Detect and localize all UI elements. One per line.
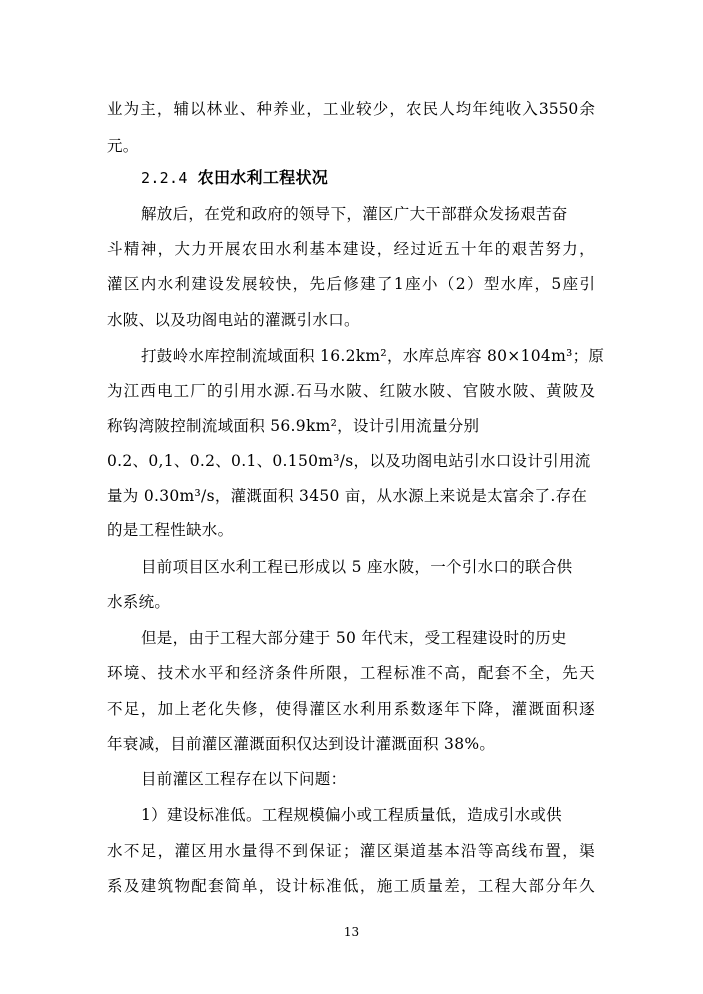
text-token: 为 bbox=[123, 100, 140, 118]
text-token: 环 bbox=[107, 664, 123, 682]
text-token: 质 bbox=[410, 877, 426, 895]
text-token: 筑 bbox=[157, 877, 174, 895]
text-token: 水 bbox=[500, 275, 517, 293]
text-token: 2 bbox=[455, 275, 466, 293]
paragraph-line: 但是，由于工程大部分建于 50 年代末，受工程建设时的历史 bbox=[141, 629, 567, 647]
text-token: . bbox=[290, 382, 296, 400]
text-token: 本 bbox=[444, 842, 460, 860]
text-token: 程 bbox=[376, 664, 393, 682]
text-token: 条 bbox=[275, 664, 292, 682]
text-token: 较 bbox=[258, 275, 275, 293]
text-token: 收 bbox=[505, 100, 522, 118]
text-token: 工 bbox=[173, 382, 190, 400]
text-token: 业 bbox=[223, 100, 239, 118]
text-token: 引 bbox=[579, 275, 595, 293]
text-token: 足 bbox=[140, 842, 157, 860]
text-token: 年 bbox=[477, 240, 494, 258]
text-token: 工 bbox=[477, 877, 494, 895]
text-token: 溉 bbox=[528, 700, 544, 718]
text-token: 业 bbox=[289, 100, 306, 118]
text-token: 低 bbox=[343, 877, 359, 895]
text-token: 神 bbox=[140, 240, 157, 258]
text-token: 灌 bbox=[174, 842, 190, 860]
text-token: 工 bbox=[322, 100, 339, 118]
text-token: 农 bbox=[405, 100, 422, 118]
paragraph-line bbox=[107, 274, 595, 294]
text-token: 修 bbox=[241, 700, 258, 718]
text-token: 辅 bbox=[173, 100, 189, 118]
text-token: ， bbox=[140, 700, 157, 718]
text-token: 灌 bbox=[511, 700, 528, 718]
text-token: 沿 bbox=[461, 842, 477, 860]
text-token: 人 bbox=[439, 100, 455, 118]
text-token: 水 bbox=[225, 842, 241, 860]
text-token: 艰 bbox=[511, 240, 528, 258]
text-token: 套 bbox=[208, 877, 224, 895]
text-token: 配 bbox=[191, 877, 207, 895]
text-token: 逐 bbox=[427, 700, 443, 718]
text-token: 准 bbox=[326, 877, 342, 895]
text-token: 技 bbox=[157, 664, 174, 682]
text-token: 线 bbox=[511, 842, 528, 860]
text-token: 不 bbox=[511, 664, 528, 682]
paragraph-line bbox=[107, 239, 595, 259]
text-token: 为 bbox=[107, 382, 123, 400]
paragraph-line bbox=[107, 663, 595, 683]
text-token: 小 bbox=[421, 275, 438, 293]
text-token: 水 bbox=[107, 842, 123, 860]
text-token: 得 bbox=[258, 842, 275, 860]
text-token: 工 bbox=[393, 877, 410, 895]
text-token: 年 bbox=[444, 700, 460, 718]
text-token: 水 bbox=[275, 240, 292, 258]
text-token: 分 bbox=[545, 877, 561, 895]
text-token: 使 bbox=[275, 700, 292, 718]
text-token: ， bbox=[461, 664, 477, 682]
text-token: 区 bbox=[191, 842, 207, 860]
paragraph-line: 目前项目区水利工程已形成以 5 座水陂，一个引水口的联合供 bbox=[141, 558, 573, 576]
text-token: 灌 bbox=[359, 842, 376, 860]
text-token: 入 bbox=[522, 100, 538, 118]
text-token: 纯 bbox=[489, 100, 505, 118]
text-token: ， bbox=[157, 842, 174, 860]
text-token: 的 bbox=[494, 240, 511, 258]
text-token: 以 bbox=[190, 100, 206, 118]
text-token: 限 bbox=[326, 664, 342, 682]
text-token: 石 bbox=[296, 382, 312, 400]
text-token: 区 bbox=[123, 275, 140, 293]
text-token: 民 bbox=[422, 100, 439, 118]
text-token: 力 bbox=[562, 240, 578, 258]
text-token: 大 bbox=[174, 240, 190, 258]
text-token: 经 bbox=[241, 664, 258, 682]
text-token: 下 bbox=[461, 700, 477, 718]
text-token: 部 bbox=[528, 877, 544, 895]
text-token: 逐 bbox=[579, 700, 595, 718]
text-token: 3550 bbox=[538, 100, 579, 118]
text-token: 用 bbox=[376, 700, 393, 718]
text-token: 不 bbox=[275, 842, 292, 860]
text-token: 江 bbox=[123, 382, 140, 400]
paragraph-line: 打鼓岭水库控制流域面积 16.2km²，水库总库容 80×104m³；原 bbox=[141, 347, 605, 365]
text-token: 过 bbox=[410, 240, 426, 258]
text-token: 、 bbox=[140, 664, 157, 682]
text-token: 不 bbox=[107, 700, 123, 718]
text-token: 西 bbox=[140, 382, 156, 400]
text-token: 水 bbox=[256, 382, 273, 400]
section-title: 农田水利工程状况 bbox=[197, 168, 329, 187]
text-token: 区 bbox=[326, 700, 342, 718]
text-token: ， bbox=[343, 664, 359, 682]
section-heading bbox=[141, 168, 328, 188]
text-token: ， bbox=[258, 877, 275, 895]
text-token: 水 bbox=[496, 382, 512, 400]
text-token: （ bbox=[438, 275, 455, 293]
text-token: 1 bbox=[393, 275, 404, 293]
text-token: 用 bbox=[240, 382, 256, 400]
text-token: 计 bbox=[292, 877, 308, 895]
text-token: 官 bbox=[462, 382, 479, 400]
text-token: ， bbox=[359, 877, 376, 895]
text-token: 经 bbox=[393, 240, 410, 258]
text-token: 年 bbox=[472, 100, 488, 118]
text-token: 养 bbox=[273, 100, 289, 118]
text-token: 业 bbox=[339, 100, 356, 118]
paragraph-line: 解放后，在党和政府的领导下，灌区广大干部群众发扬艰苦奋 bbox=[141, 205, 568, 223]
text-token: 、 bbox=[529, 382, 545, 400]
text-token: 少 bbox=[372, 100, 389, 118]
text-token: 利 bbox=[292, 240, 308, 258]
text-token: 发 bbox=[225, 275, 241, 293]
text-token: 久 bbox=[579, 877, 595, 895]
text-token: 标 bbox=[393, 664, 410, 682]
paragraph-line: 水陂、以及功阁电站的灌溉引水口。 bbox=[107, 311, 360, 329]
text-token: 境 bbox=[123, 664, 140, 682]
text-token: 快 bbox=[275, 275, 292, 293]
text-token: ， bbox=[494, 700, 511, 718]
text-token: 上 bbox=[174, 700, 190, 718]
text-token: ， bbox=[389, 100, 405, 118]
text-token: 十 bbox=[461, 240, 477, 258]
text-token: 水 bbox=[191, 664, 207, 682]
text-token: 余 bbox=[579, 100, 595, 118]
text-token: 引 bbox=[223, 382, 240, 400]
text-token: 件 bbox=[292, 664, 308, 682]
text-token: 陂 bbox=[512, 382, 529, 400]
text-token: 基 bbox=[427, 842, 443, 860]
text-token: ， bbox=[545, 664, 561, 682]
text-token: 陂 bbox=[396, 382, 412, 400]
text-token: 较 bbox=[356, 100, 372, 118]
paragraph-line: 0.2、0,1、0.2、0.1、0.150m³/s，以及功阁电站引水口设计引用流 bbox=[107, 452, 591, 470]
text-token: 失 bbox=[225, 700, 241, 718]
text-token: 黄 bbox=[546, 382, 562, 400]
text-token: 、 bbox=[446, 382, 462, 400]
text-token: 农 bbox=[241, 240, 258, 258]
text-token: 用 bbox=[208, 842, 224, 860]
text-token: 及 bbox=[123, 877, 140, 895]
text-token: 水 bbox=[412, 382, 429, 400]
text-token: 配 bbox=[477, 664, 494, 682]
paragraph-line: 目前灌区工程存在以下问题： bbox=[141, 770, 347, 788]
text-token: 苦 bbox=[528, 240, 544, 258]
text-token: 利 bbox=[359, 700, 376, 718]
text-token: 设 bbox=[275, 877, 292, 895]
text-token: 降 bbox=[477, 700, 494, 718]
text-token: 建 bbox=[360, 275, 376, 293]
text-token: 平 bbox=[208, 664, 224, 682]
text-token: 水 bbox=[157, 275, 174, 293]
text-token: 水 bbox=[329, 382, 346, 400]
paragraph-line: 1）建设标准低。工程规模偏小或工程质量低，造成引水或供 bbox=[141, 806, 562, 824]
text-token: ， bbox=[306, 100, 322, 118]
text-token: 红 bbox=[379, 382, 396, 400]
text-token: 陂 bbox=[562, 382, 579, 400]
text-token: 展 bbox=[242, 275, 258, 293]
text-token: 内 bbox=[140, 275, 157, 293]
text-token: 量 bbox=[241, 842, 258, 860]
text-token: 加 bbox=[157, 700, 174, 718]
text-token: ， bbox=[157, 240, 174, 258]
text-token: 库 bbox=[517, 275, 534, 293]
text-token: 先 bbox=[562, 664, 578, 682]
text-token: 道 bbox=[410, 842, 426, 860]
text-token: 得 bbox=[292, 700, 308, 718]
text-token: 均 bbox=[455, 100, 472, 118]
text-token: 设 bbox=[208, 275, 224, 293]
text-token: 后 bbox=[326, 275, 342, 293]
paragraph-line: 水系统。 bbox=[107, 593, 171, 611]
text-token: 先 bbox=[309, 275, 326, 293]
text-token: 施 bbox=[376, 877, 393, 895]
text-token: 力 bbox=[191, 240, 207, 258]
text-token: 厂 bbox=[190, 382, 206, 400]
text-token: 五 bbox=[444, 240, 460, 258]
text-token: 陂 bbox=[346, 382, 362, 400]
text-token: 准 bbox=[410, 664, 426, 682]
text-token: 证 bbox=[326, 842, 342, 860]
text-token: 种 bbox=[256, 100, 272, 118]
text-token: ， bbox=[258, 700, 275, 718]
text-token: ， bbox=[292, 275, 309, 293]
text-token: 、 bbox=[362, 382, 379, 400]
text-token: 等 bbox=[477, 842, 494, 860]
paragraph-line: 称钩湾陂控制流域面积 56.9km²，设计引用流量分别 bbox=[107, 417, 480, 435]
text-token: ， bbox=[579, 240, 595, 258]
text-token: 化 bbox=[208, 700, 224, 718]
text-token: 全 bbox=[528, 664, 544, 682]
text-token: 源 bbox=[273, 382, 290, 400]
text-token: 面 bbox=[545, 700, 561, 718]
text-token: 近 bbox=[427, 240, 443, 258]
text-token: 渠 bbox=[393, 842, 410, 860]
text-token: 的 bbox=[206, 382, 223, 400]
text-token: 积 bbox=[562, 700, 578, 718]
text-token: 5 bbox=[551, 275, 562, 293]
text-token: ， bbox=[534, 275, 550, 293]
text-token: 设 bbox=[359, 240, 376, 258]
text-token: 、 bbox=[239, 100, 256, 118]
text-token: 型 bbox=[483, 275, 500, 293]
text-token: 了 bbox=[377, 275, 393, 293]
text-token: 主 bbox=[140, 100, 156, 118]
text-token: ） bbox=[466, 275, 483, 293]
text-token: 量 bbox=[427, 877, 443, 895]
text-token: 修 bbox=[343, 275, 359, 293]
section-number: 2.2.4 bbox=[141, 169, 188, 187]
text-token: ， bbox=[156, 100, 173, 118]
text-token: 区 bbox=[376, 842, 393, 860]
text-token: ； bbox=[343, 842, 359, 860]
text-token: 电 bbox=[156, 382, 173, 400]
text-token: 布 bbox=[528, 842, 544, 860]
text-token: 开 bbox=[208, 240, 224, 258]
text-token: 水 bbox=[343, 700, 359, 718]
text-token: 田 bbox=[258, 240, 275, 258]
text-token: 程 bbox=[494, 877, 511, 895]
text-token: 灌 bbox=[309, 700, 325, 718]
text-token: 林 bbox=[206, 100, 223, 118]
text-token: ， bbox=[376, 240, 393, 258]
text-token: 马 bbox=[312, 382, 329, 400]
text-token: 不 bbox=[123, 842, 140, 860]
text-token: 年 bbox=[562, 877, 578, 895]
text-token: 高 bbox=[494, 842, 511, 860]
text-token: 及 bbox=[579, 382, 595, 400]
text-token: 套 bbox=[494, 664, 511, 682]
text-token: 本 bbox=[326, 240, 342, 258]
text-token: 大 bbox=[511, 877, 528, 895]
text-token: 建 bbox=[343, 240, 359, 258]
text-token: 保 bbox=[309, 842, 325, 860]
text-token: 展 bbox=[225, 240, 241, 258]
paragraph-line: 元。 bbox=[107, 137, 139, 155]
text-token: 和 bbox=[225, 664, 241, 682]
text-token: 单 bbox=[241, 877, 258, 895]
text-token: 所 bbox=[309, 664, 325, 682]
text-token: 足 bbox=[123, 700, 140, 718]
paragraph-line bbox=[107, 381, 595, 401]
paragraph-line bbox=[107, 99, 595, 119]
text-token: 置 bbox=[545, 842, 561, 860]
text-token: 努 bbox=[545, 240, 561, 258]
text-token: 工 bbox=[359, 664, 376, 682]
text-token: 系 bbox=[107, 877, 123, 895]
page-number: 13 bbox=[343, 925, 360, 939]
text-token: 基 bbox=[309, 240, 325, 258]
paragraph-line bbox=[107, 841, 595, 861]
text-token: 陂 bbox=[429, 382, 446, 400]
text-token: 系 bbox=[393, 700, 410, 718]
paragraph-line: 量为 0.30m³/s，灌溉面积 3450 亩，从水源上来说是太富余了.存在 bbox=[107, 487, 588, 505]
text-token: 斗 bbox=[107, 240, 123, 258]
text-token: 利 bbox=[174, 275, 191, 293]
paragraph-line: 年衰减，目前灌区灌溉面积仅达到设计灌溉面积 38%。 bbox=[107, 735, 496, 753]
text-token: 差 bbox=[444, 877, 460, 895]
text-token: 建 bbox=[191, 275, 207, 293]
text-token: 陂 bbox=[479, 382, 496, 400]
paragraph-line bbox=[107, 699, 595, 719]
text-token: 不 bbox=[427, 664, 443, 682]
paragraph-line bbox=[107, 876, 595, 896]
text-token: 业 bbox=[107, 100, 123, 118]
text-token: 高 bbox=[444, 664, 460, 682]
text-token: 标 bbox=[309, 877, 325, 895]
text-token: 老 bbox=[191, 700, 207, 718]
text-token: ， bbox=[562, 842, 578, 860]
text-token: 座 bbox=[562, 275, 579, 293]
paragraph-line: 的是工程性缺水。 bbox=[107, 521, 234, 539]
text-token: 座 bbox=[405, 275, 421, 293]
text-token: 建 bbox=[140, 877, 157, 895]
text-token: 灌 bbox=[107, 275, 123, 293]
text-token: 数 bbox=[410, 700, 426, 718]
text-token: 渠 bbox=[579, 842, 595, 860]
text-token: 简 bbox=[225, 877, 241, 895]
text-token: 精 bbox=[123, 240, 140, 258]
text-token: 到 bbox=[292, 842, 308, 860]
text-token: ， bbox=[461, 877, 477, 895]
text-token: 术 bbox=[174, 664, 190, 682]
text-token: 济 bbox=[258, 664, 275, 682]
text-token: 物 bbox=[174, 877, 190, 895]
text-token: 天 bbox=[579, 664, 595, 682]
